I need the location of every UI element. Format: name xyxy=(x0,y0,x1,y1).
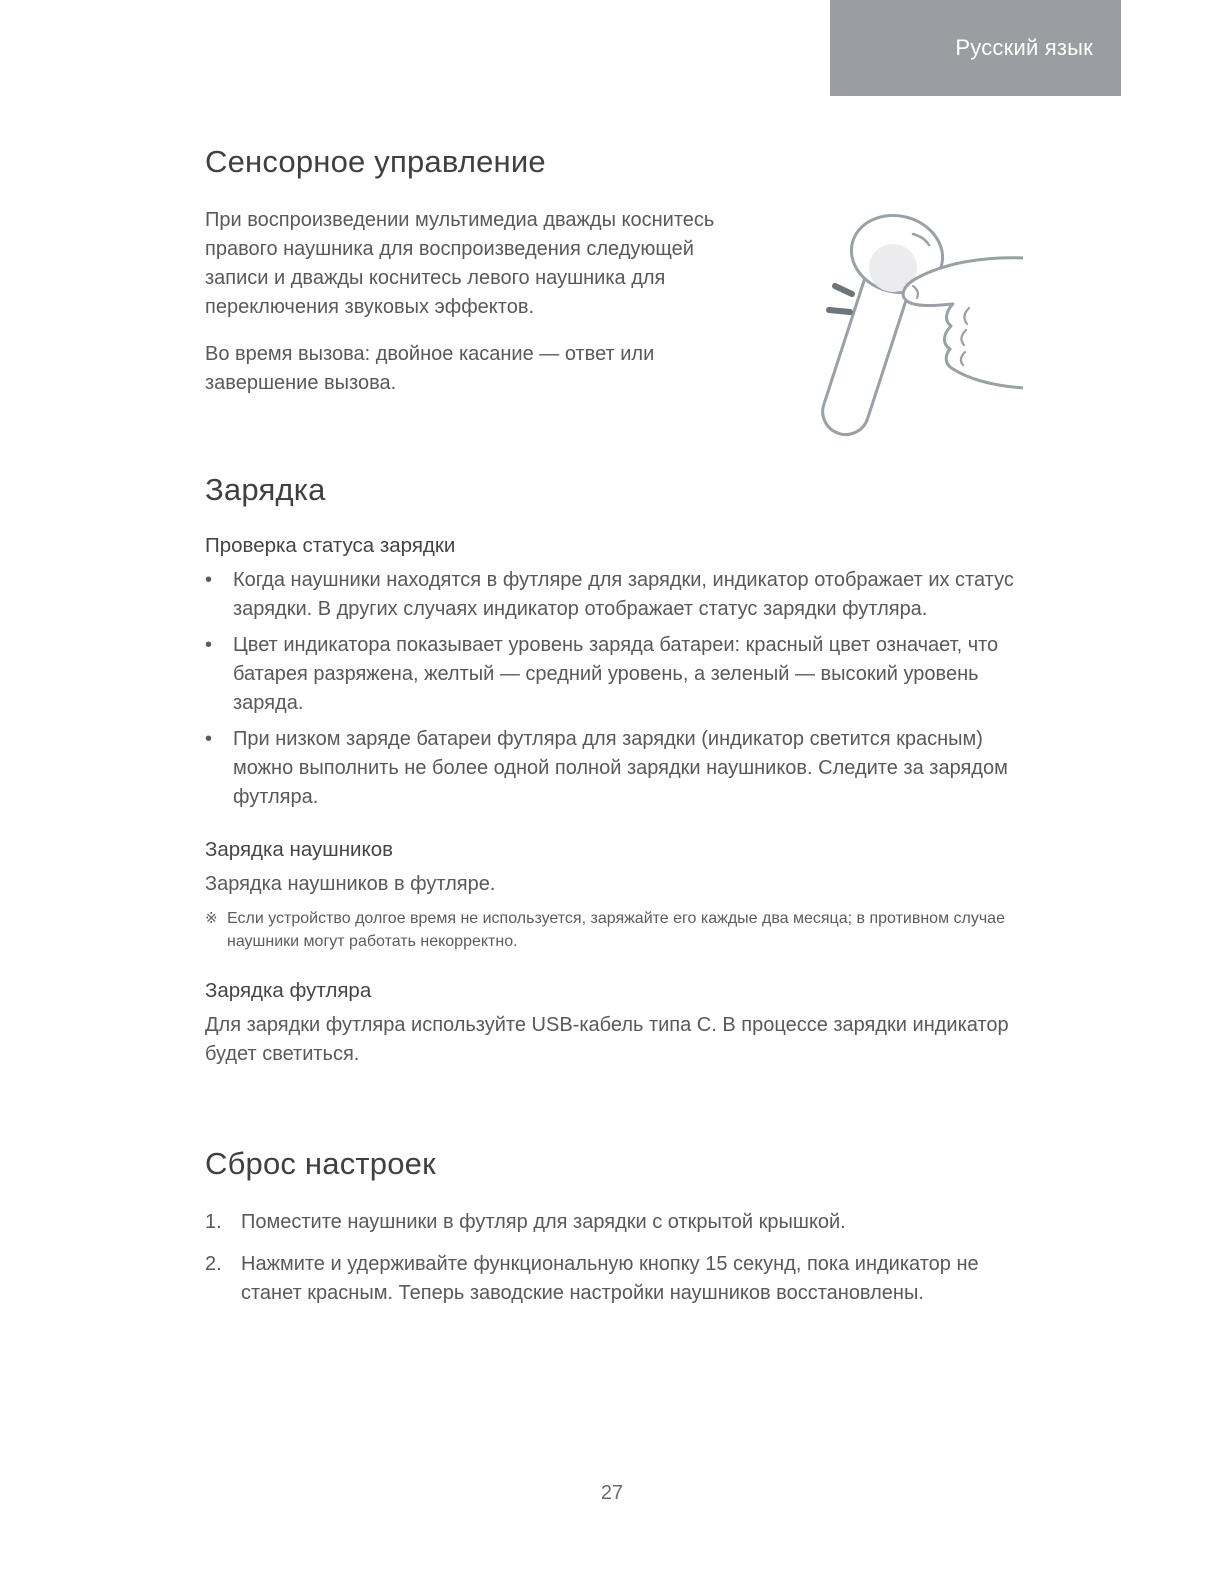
charging-earbuds-subheading: Зарядка наушников xyxy=(205,838,393,861)
touch-section-text xyxy=(205,206,725,416)
note-text: Если устройство долгое время не используется, заряжайте его каждые два месяца; в противном случае наушники могут работать некорректно. xyxy=(227,910,1005,951)
bullet-text: При низком заряде батареи футляра для зарядки (индикатор светится красным) можно выполнить не более одной полной зарядки наушников. Следите за зарядом футляра. xyxy=(233,728,1008,808)
section-charging xyxy=(205,472,1023,1069)
list-item xyxy=(205,725,1023,812)
step-number: 2. xyxy=(205,1253,222,1275)
step-number: 1. xyxy=(205,1211,222,1233)
step-text: Нажмите и удерживайте функциональную кнопку 15 секунд, пока индикатор не станет красным. Теперь заводские настройки наушников восстановлены. xyxy=(241,1253,979,1304)
bullet-text: Когда наушники находятся в футляре для зарядки, индикатор отображает их статус зарядки. В других случаях индикатор отображает статус зарядки футляра. xyxy=(233,569,1014,620)
touch-paragraph-1: При воспроизведении мультимедиа дважды коснитесь правого наушника для воспроизведения следующей записи и дважды коснитесь левого наушника для переключения звуковых эффектов. xyxy=(205,209,715,318)
charging-note xyxy=(205,907,1023,953)
charging-status-subheading: Проверка статуса зарядки xyxy=(205,534,456,557)
charging-section-title: Зарядка xyxy=(205,472,326,507)
touch-section-body xyxy=(205,206,1023,452)
touch-paragraph-2: Во время вызова: двойное касание — ответ или завершение вызова. xyxy=(205,343,655,394)
page-number: 27 xyxy=(600,1482,624,1504)
bullet-marker: • xyxy=(205,634,213,656)
note-marker: ※ xyxy=(205,910,218,927)
bullet-marker: • xyxy=(205,569,213,591)
list-item xyxy=(205,1208,1023,1237)
reset-section-title: Сброс настроек xyxy=(205,1146,436,1181)
bullet-text: Цвет индикатора показывает уровень заряда батареи: красный цвет означает, что батарея разряжена, желтый — средний уровень, а зеленый — высокий уровень заряда. xyxy=(233,634,999,714)
language-tab xyxy=(830,0,1121,96)
section-touch-control xyxy=(205,144,1023,452)
list-item xyxy=(205,1250,1023,1308)
list-item xyxy=(205,566,1023,624)
step-text: Поместите наушники в футляр для зарядки с открытой крышкой. xyxy=(241,1211,846,1233)
charging-status-bullet-list xyxy=(205,566,1023,812)
touch-section-title: Сенсорное управление xyxy=(205,144,546,179)
reset-steps-list xyxy=(205,1208,1023,1308)
list-item xyxy=(205,631,1023,718)
hand-tapping-earbud-icon xyxy=(773,202,1023,452)
hand-tapping-earbud-illustration xyxy=(773,202,1023,452)
section-reset xyxy=(205,1146,1023,1321)
charging-earbuds-text: Зарядка наушников в футляре. xyxy=(205,873,496,895)
charging-case-text: Для зарядки футляра используйте USB-кабель типа C. В процессе зарядки индикатор будет светиться. xyxy=(205,1014,1009,1066)
bullet-marker: • xyxy=(205,728,213,750)
language-label: Русский язык xyxy=(955,35,1093,60)
charging-case-subheading: Зарядка футляра xyxy=(205,979,372,1003)
